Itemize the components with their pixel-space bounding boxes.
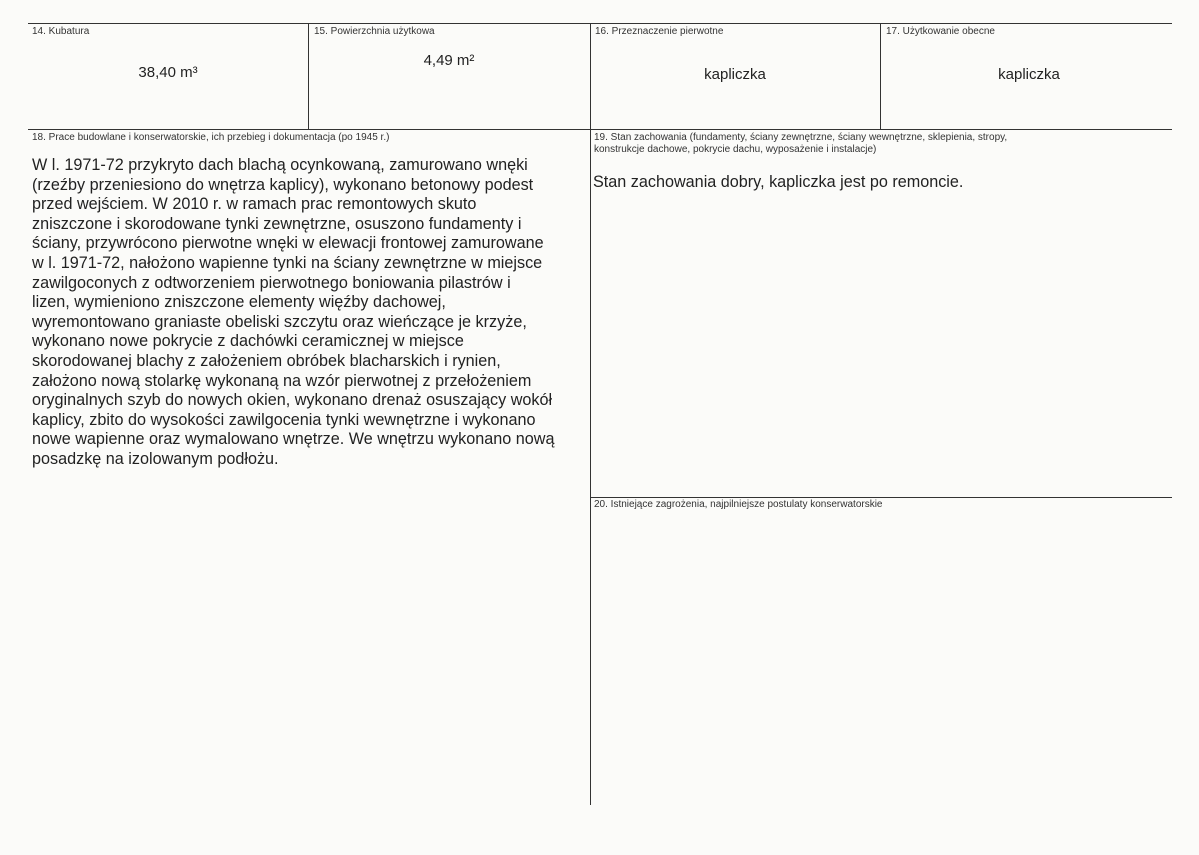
field-value-przeznaczenie: kapliczka (704, 66, 766, 83)
divider (308, 23, 309, 129)
text-line: skorodowanej blachy z założeniem obróbek blacharskich i rynien, (32, 351, 501, 370)
divider (590, 497, 1172, 498)
label-line: 19. Stan zachowania (fundamenty, ściany zewnętrzne, ściany wewnętrzne, sklepienia, stropy, (594, 132, 1008, 143)
text-line: zniszczone i skorodowane tynki zewnętrzne, osuszono fundamenty i (32, 214, 522, 233)
text-line: oryginalnych szyb do nowych okien, wykonano drenaż osuszający wokół (32, 391, 553, 410)
text-line: posadzkę na izolowanym podłożu. (32, 449, 279, 468)
text-line: ściany, przywrócono pierwotne wnęki w elewacji frontowej zamurowane (32, 234, 544, 253)
text-line: lizen, wymieniono zniszczone elementy więźby dachowej, (32, 293, 446, 312)
field-value-kubatura: 38,40 m³ (138, 64, 198, 81)
text-line: zawilgoconych z odtworzeniem pierwotnego boniowania pilastrów i (32, 273, 511, 292)
text-line: W l. 1971-72 przykryto dach blachą ocynkowaną, zamurowano wnęki (32, 156, 528, 174)
field-label-kubatura: 14. Kubatura (32, 26, 90, 37)
field-label-przeznaczenie: 16. Przeznaczenie pierwotne (595, 26, 724, 37)
text-line: kaplicy, zbito do wysokości zawilgocenia tynki wewnętrzne i wykonano (32, 410, 536, 429)
divider (590, 23, 591, 805)
field-label-uzytkowanie: 17. Użytkowanie obecne (886, 26, 995, 37)
field-label-stan (594, 132, 1007, 156)
field-label-powierzchnia: 15. Powierzchnia użytkowa (314, 26, 435, 37)
divider (28, 129, 1172, 130)
field-value-stan: Stan zachowania dobry, kapliczka jest po remoncie. (593, 173, 964, 191)
text-line: wyremontowano graniaste obeliski szczytu oraz wieńczące je krzyże, (32, 312, 527, 331)
text-line: przed wejściem. W 2010 r. w ramach prac remontowych skuto (32, 195, 477, 214)
text-line: w l. 1971-72, nałożono wapienne tynki na ściany zewnętrzne w miejsce (32, 253, 543, 272)
field-label-prace: 18. Prace budowlane i konserwatorskie, ich przebieg i dokumentacja (po 1945 r.) (32, 132, 390, 143)
text-line: (rzeźby przeniesiono do wnętrza kaplicy), wykonano betonowy podest (32, 175, 534, 194)
field-value-uzytkowanie: kapliczka (998, 66, 1060, 83)
text-line: wykonano nowe pokrycie z dachówki ceramicznej w miejsce (32, 332, 464, 351)
label-line: konstrukcje dachowe, pokrycie dachu, wyposażenie i instalacje) (594, 144, 877, 155)
divider (28, 23, 1172, 24)
field-value-powierzchnia: 4,49 m² (423, 52, 475, 69)
text-line: nowe wapienne oraz wymalowano wnętrze. We wnętrzu wykonano nową (32, 430, 555, 449)
text-line: założono nową stolarkę wykonaną na wzór pierwotnej z przełożeniem (32, 371, 532, 390)
field-label-zagrozenia: 20. Istniejące zagrożenia, najpilniejsze postulaty konserwatorskie (594, 499, 883, 510)
field-value-prace (32, 156, 554, 470)
